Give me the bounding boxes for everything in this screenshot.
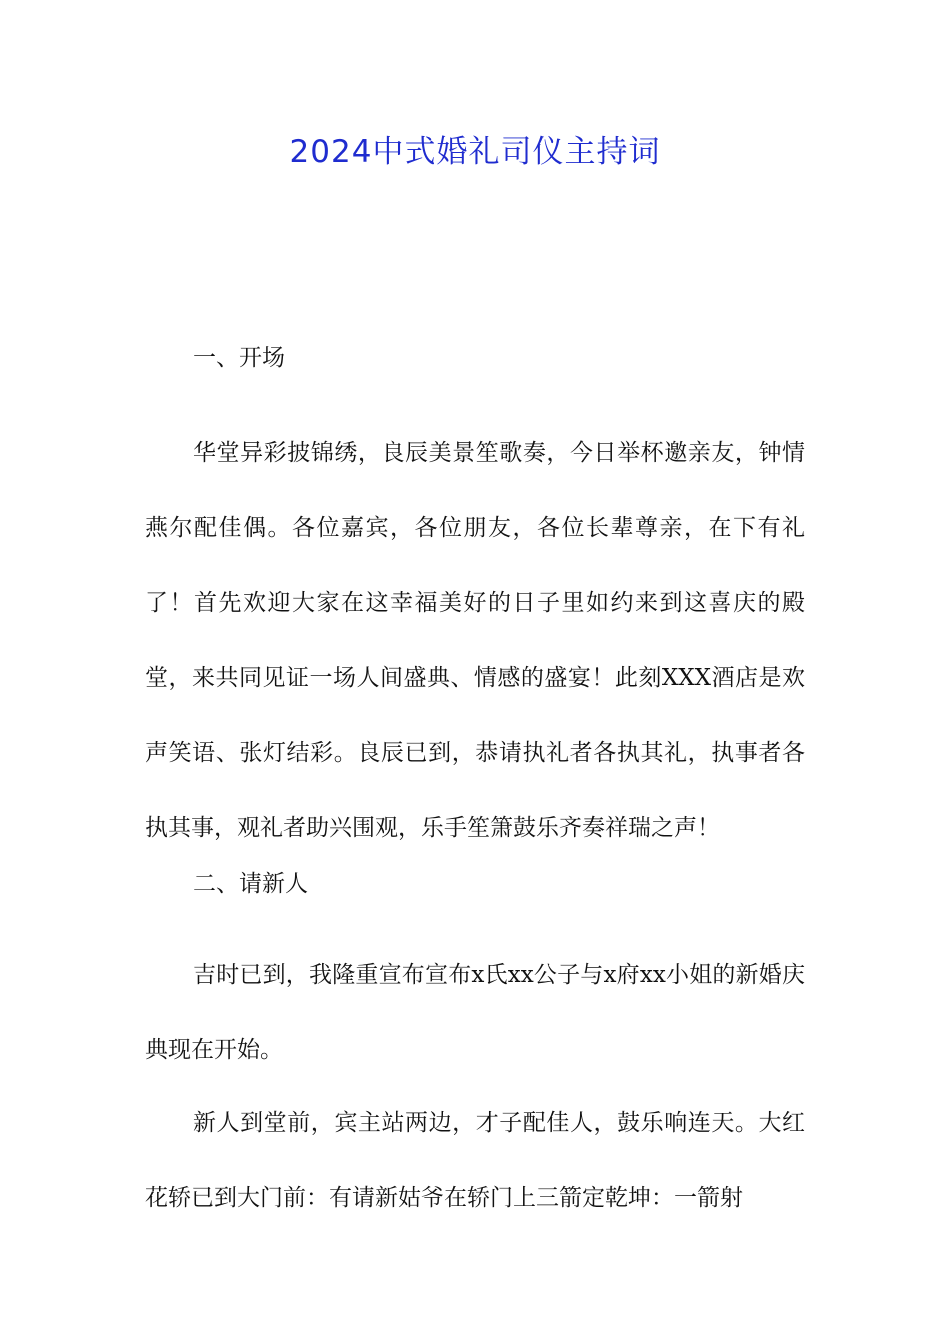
paragraph-ceremony-start: 吉时已到，我隆重宣布宣布x氏xx公子与x府xx小姐的新婚庆典现在开始。 (145, 962, 805, 1063)
document-title: 2024中式婚礼司仪主持词 (289, 134, 661, 170)
paragraph-opening: 华堂异彩披锦绣，良辰美景笙歌奏，今日举杯邀亲友，钟情燕尔配佳偶。各位嘉宾，各位朋友，各位长辈尊亲，在下有礼了！首先欢迎大家在这幸福美好的日子里如约来到这喜庆的殿堂，来共同见证一场人间盛典、情感的盛宴！此刻XXX酒店是欢声笑语、张灯结彩。良辰已到，恭请执礼者各执其礼，执事者各执其事，观礼者助兴围观，乐手笙箫鼓乐齐奏祥瑞之声！ (145, 440, 805, 841)
paragraph-sedan-arrival: 新人到堂前，宾主站两边，才子配佳人，鼓乐响连天。大红花轿已到大门前：有请新姑爷在轿门上三箭定乾坤：一箭射 (145, 1110, 805, 1211)
section-heading-opening: 一、开场 (193, 345, 285, 371)
section-heading-invite-newlyweds: 二、请新人 (193, 871, 308, 897)
